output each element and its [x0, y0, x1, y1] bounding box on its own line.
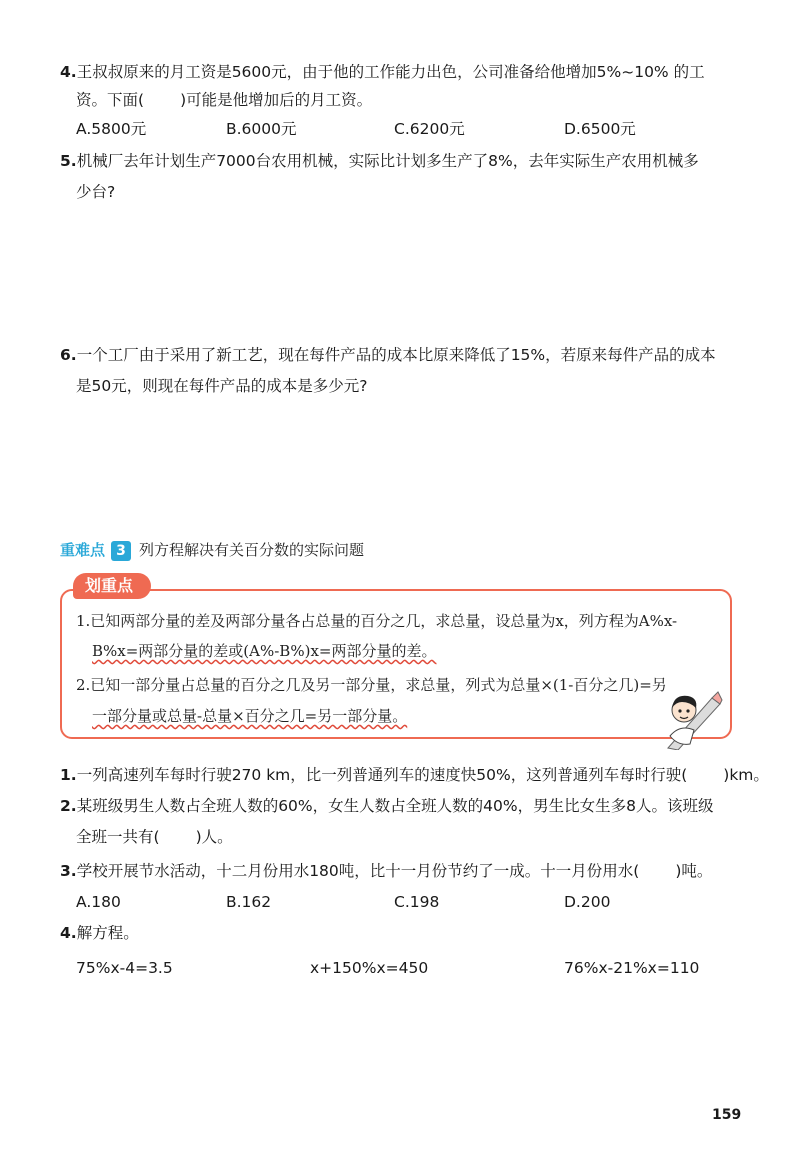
equation-2: x+150%x=450 — [310, 959, 429, 977]
q5-line1: 5.机械厂去年计划生产7000台农用机械，实际比计划多生产了8%，去年实际生产农用机械多 — [60, 152, 699, 170]
q5-line2: 少台? — [76, 183, 116, 201]
ex3-option-a[interactable]: A.180 — [76, 893, 121, 911]
ex3-number: 3. — [60, 862, 77, 880]
keypoint-1-line2: B%x=两部分量的差或(A%-B%)x=两部分量的差。 — [92, 642, 437, 660]
q4-line1: 4.王叔叔原来的月工资是5600元，由于他的工作能力出色，公司准备给他增加5%~10% 的工 — [60, 63, 705, 81]
keypoint-2-line2: 一部分量或总量-总量×百分之几=另一部分量。 — [92, 707, 408, 725]
keypoint-2-line1: 2.已知一部分量占总量的百分之几及另一部分量，求总量，列式为总量×(1-百分之几)=另 — [76, 676, 667, 694]
section-header — [60, 539, 364, 561]
ex1-number: 1. — [60, 766, 77, 784]
ex3-option-d[interactable]: D.200 — [564, 893, 611, 911]
q5-number: 5. — [60, 152, 77, 170]
section-number-badge: 3 — [111, 541, 131, 561]
q4-option-a[interactable]: A.5800元 — [76, 120, 147, 138]
keypoint-1-line1: 1.已知两部分量的差及两部分量各占总量的百分之几，求总量，设总量为x，列方程为A%x- — [76, 612, 678, 630]
ex4-number: 4. — [60, 924, 77, 942]
ex2-number: 2. — [60, 797, 77, 815]
q4-line2: 资。下面( )可能是他增加后的月工资。 — [76, 91, 373, 109]
ex4-title: 4.解方程。 — [60, 924, 139, 942]
ex2-line2: 全班一共有( )人。 — [76, 828, 233, 846]
equation-1: 75%x-4=3.5 — [76, 959, 173, 977]
q4-number: 4. — [60, 63, 77, 81]
ex3-line: 3.学校开展节水活动，十二月份用水180吨，比十一月份节约了一成。十一月份用水( )吨。 — [60, 862, 713, 880]
ex3-option-c[interactable]: C.198 — [394, 893, 440, 911]
ex3-option-b[interactable]: B.162 — [226, 893, 272, 911]
keypoints-tab: 划重点 — [73, 573, 151, 599]
page-number: 159 — [712, 1107, 742, 1123]
q4-option-c[interactable]: C.6200元 — [394, 120, 465, 138]
section-tag: 重难点 — [60, 541, 106, 559]
mascot-icon — [660, 690, 724, 750]
ex1-line: 1.一列高速列车每时行驶270 km，比一列普通列车的速度快50%，这列普通列车每时行驶( )km。 — [60, 766, 769, 784]
equation-3: 76%x-21%x=110 — [564, 959, 700, 977]
ex2-line1: 2.某班级男生人数占全班人数的60%，女生人数占全班人数的40%，男生比女生多8人。该班级 — [60, 797, 714, 815]
q6-number: 6. — [60, 346, 77, 364]
section-title: 列方程解决有关百分数的实际问题 — [139, 541, 365, 559]
q6-line1: 6.一个工厂由于采用了新工艺，现在每件产品的成本比原来降低了15%，若原来每件产品的成本 — [60, 346, 716, 364]
q6-line2: 是50元，则现在每件产品的成本是多少元? — [76, 377, 368, 395]
q4-option-d[interactable]: D.6500元 — [564, 120, 636, 138]
q4-option-b[interactable]: B.6000元 — [226, 120, 297, 138]
